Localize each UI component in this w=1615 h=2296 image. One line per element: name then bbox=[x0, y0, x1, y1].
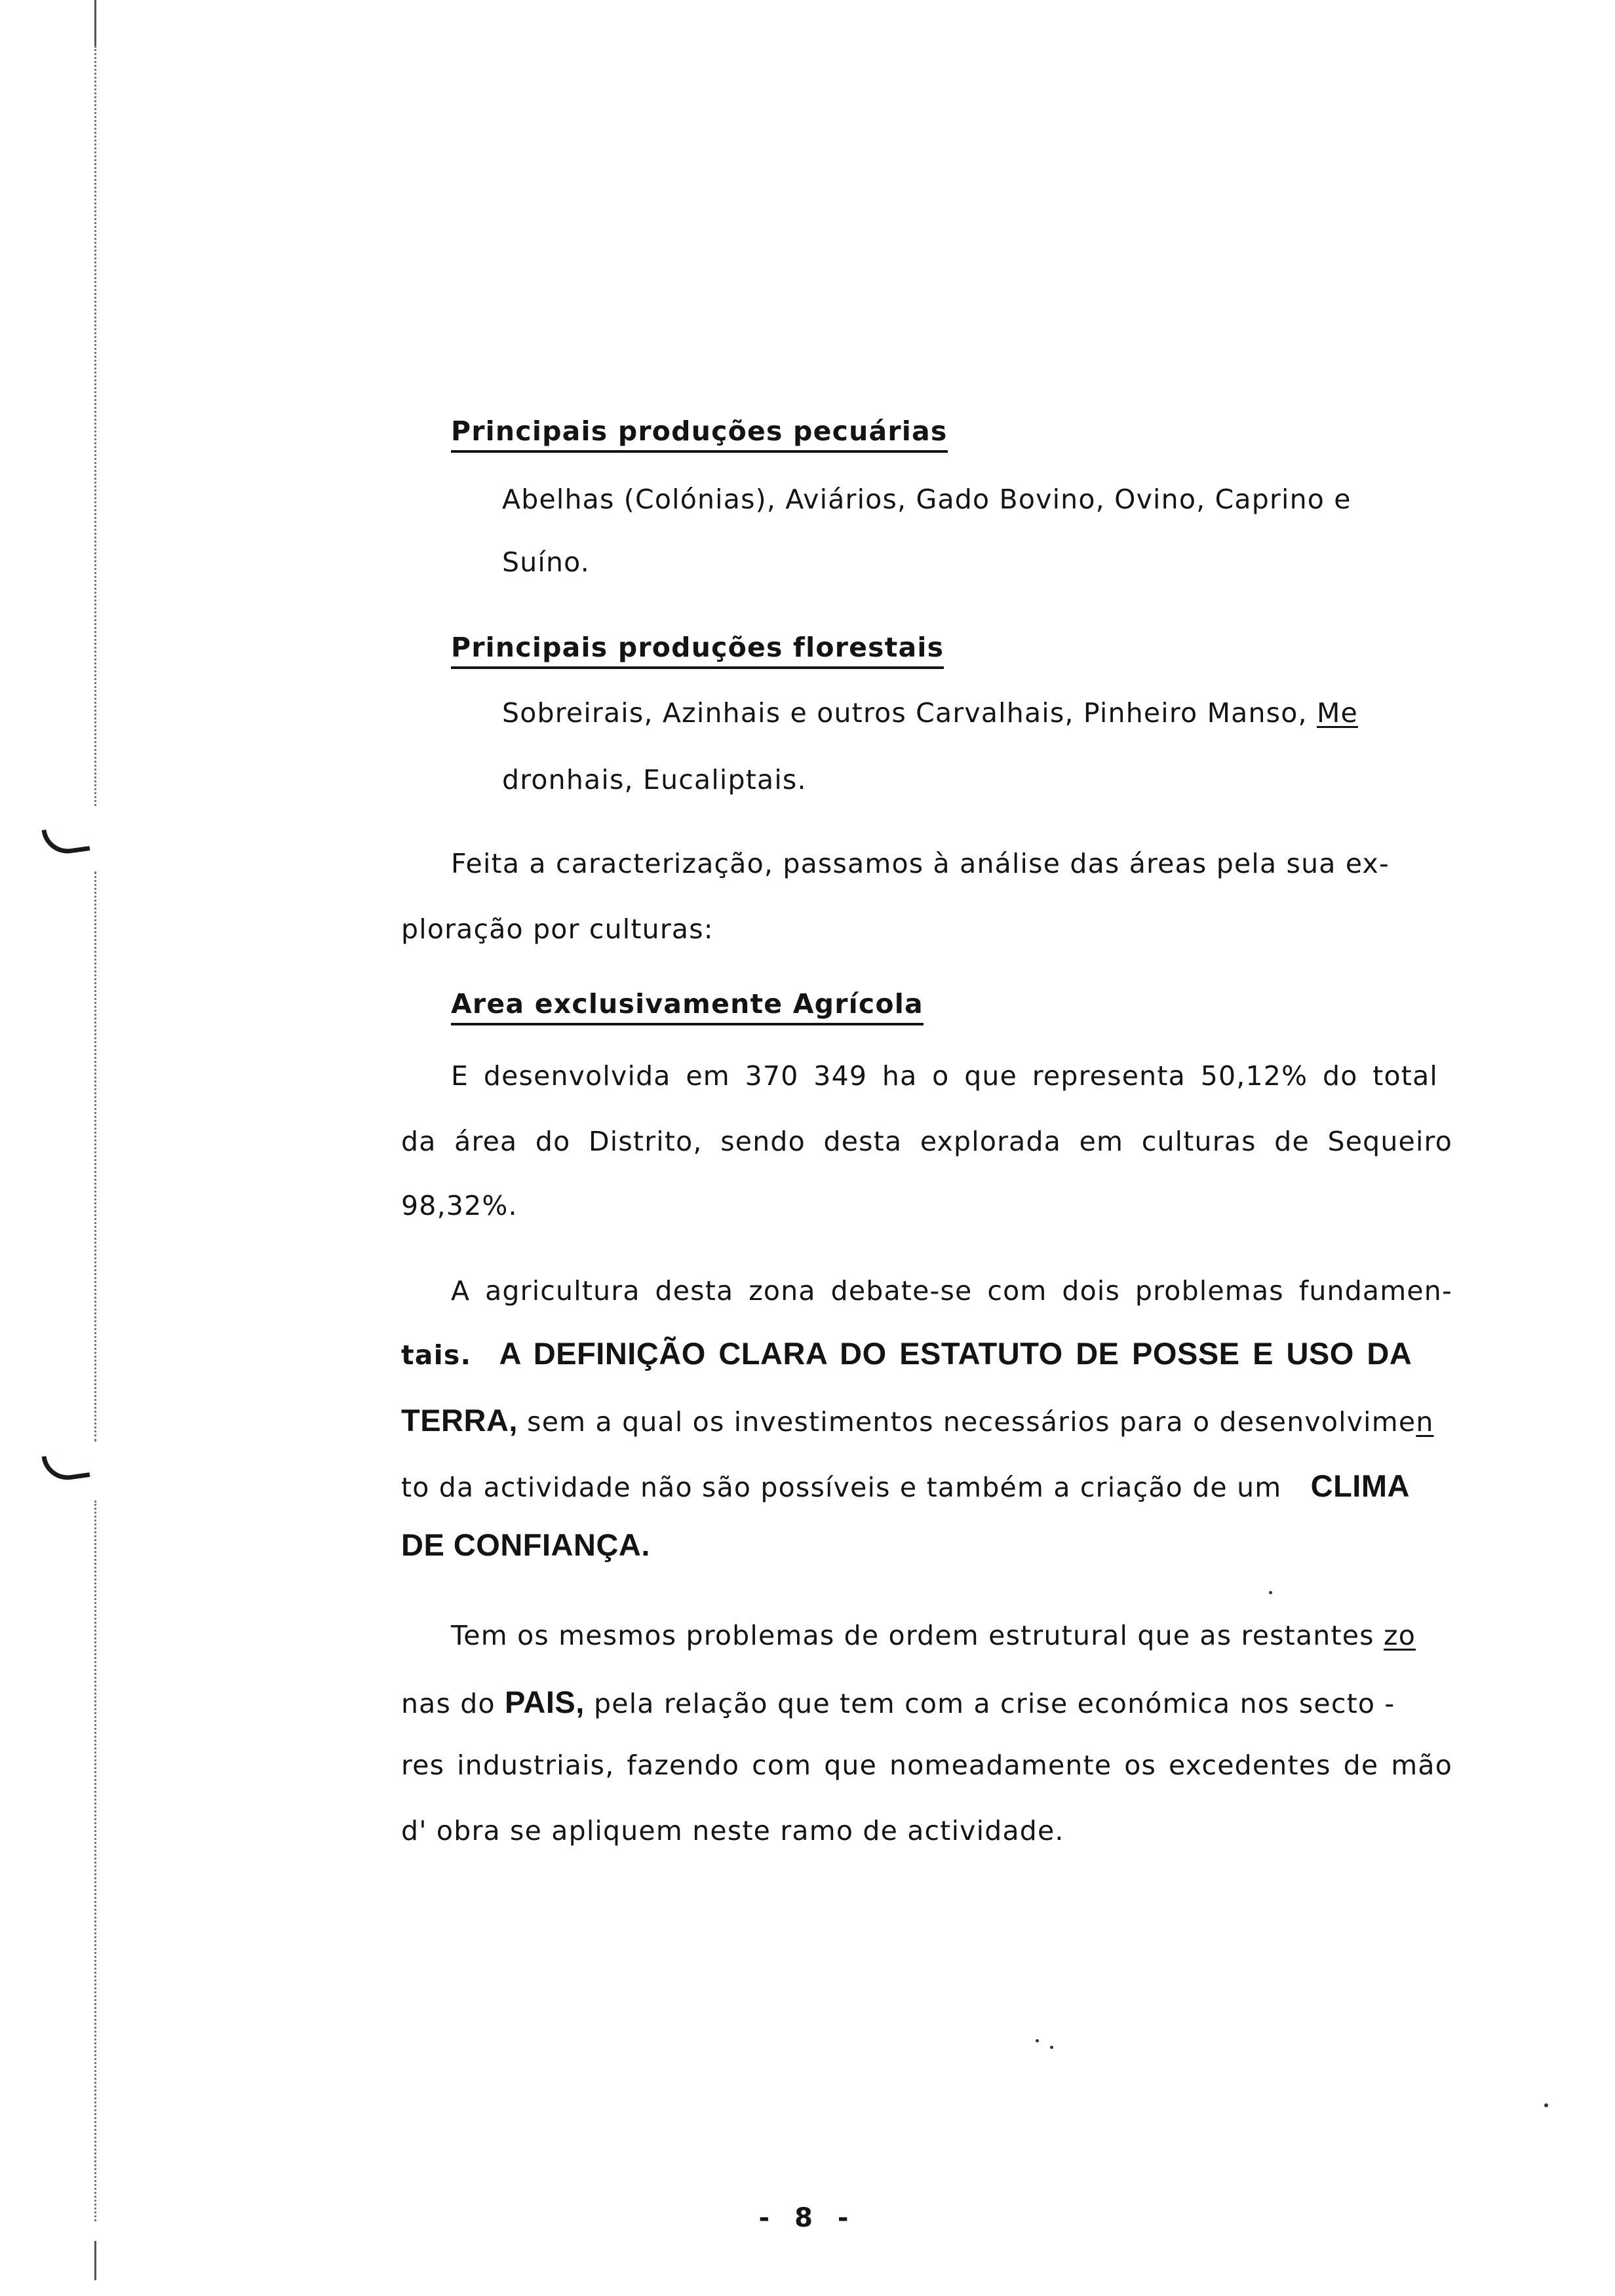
forestry-heading: Principais produções florestais bbox=[451, 634, 944, 669]
livestock-text-line: Abelhas (Colónias), Aviários, Gado Bovino, Ovino, Caprino e bbox=[502, 484, 1352, 515]
problems-text: to da actividade não são possíveis e também a criação de um bbox=[401, 1472, 1282, 1503]
structural-text: nas do bbox=[401, 1688, 505, 1719]
scan-edge-line bbox=[94, 871, 96, 1442]
emphasis-text: A DEFINIÇÃO CLARA DO ESTATUTO DE POSSE E USO DA bbox=[499, 1336, 1412, 1371]
forestry-text-line bbox=[502, 697, 1358, 729]
problems-text-line bbox=[401, 1405, 1434, 1436]
scan-speck bbox=[1544, 2103, 1548, 2107]
problems-text-line bbox=[401, 1338, 1464, 1369]
intro-text-line: Feita a caracterização, passamos à análise das áreas pela sua ex- bbox=[451, 848, 1390, 879]
scan-edge-line bbox=[94, 0, 96, 46]
livestock-text-line: Suíno. bbox=[502, 546, 590, 578]
emphasis-text: CLIMA bbox=[1310, 1468, 1410, 1503]
scan-edge-line bbox=[94, 2241, 96, 2280]
agricultural-text-line: da área do Distrito, sendo desta explorada em culturas de Sequeiro bbox=[401, 1126, 1452, 1157]
structural-text-line: d' obra se apliquem neste ramo de actividade. bbox=[401, 1815, 1064, 1846]
structural-text-line bbox=[451, 1622, 1416, 1649]
problems-text-line bbox=[401, 1470, 1410, 1501]
agricultural-text-line: 98,32%. bbox=[401, 1190, 518, 1221]
structural-text: Tem os mesmos problemas de ordem estrutural que as restantes bbox=[451, 1620, 1384, 1651]
intro-text-line: ploração por culturas: bbox=[401, 913, 714, 945]
structural-text-line: res industriais, fazendo com que nomeadamente os excedentes de mão bbox=[401, 1750, 1452, 1781]
binder-mark bbox=[41, 1450, 90, 1483]
livestock-heading: Principais produções pecuárias bbox=[451, 418, 948, 453]
scan-speck bbox=[1269, 1591, 1272, 1594]
scan-edge-line bbox=[94, 46, 96, 806]
page-number: - 8 - bbox=[758, 2203, 857, 2233]
scan-edge-line bbox=[94, 1501, 96, 2221]
hyphenated-fragment: Me bbox=[1316, 697, 1358, 729]
problems-text: tais. bbox=[401, 1339, 472, 1371]
scan-speck bbox=[1050, 2046, 1053, 2049]
emphasis-text: PAIS, bbox=[505, 1685, 585, 1719]
agricultural-text-line: E desenvolvida em 370 349 ha o que representa 50,12% do total bbox=[451, 1060, 1438, 1092]
problems-text-line: A agricultura desta zona debate-se com dois problemas fundamen- bbox=[451, 1275, 1452, 1307]
scan-speck bbox=[1036, 2039, 1039, 2042]
forestry-text: Sobreirais, Azinhais e outros Carvalhais, Pinheiro Manso, bbox=[502, 697, 1317, 729]
problems-text: sem a qual os investimentos necessários para o desenvolvime bbox=[517, 1406, 1416, 1438]
emphasis-text: DE CONFIANÇA. bbox=[401, 1527, 650, 1562]
forestry-text-line: dronhais, Eucaliptais. bbox=[502, 764, 807, 795]
structural-text: pela relação que tem com a crise económica nos secto - bbox=[584, 1688, 1395, 1719]
hyphenated-fragment: zo bbox=[1383, 1620, 1416, 1651]
binder-mark bbox=[41, 824, 90, 856]
agricultural-area-heading: Area exclusivamente Agrícola bbox=[451, 991, 924, 1025]
structural-text-line bbox=[401, 1687, 1395, 1717]
emphasis-text: TERRA, bbox=[401, 1403, 518, 1438]
hyphenated-fragment: n bbox=[1416, 1406, 1434, 1438]
